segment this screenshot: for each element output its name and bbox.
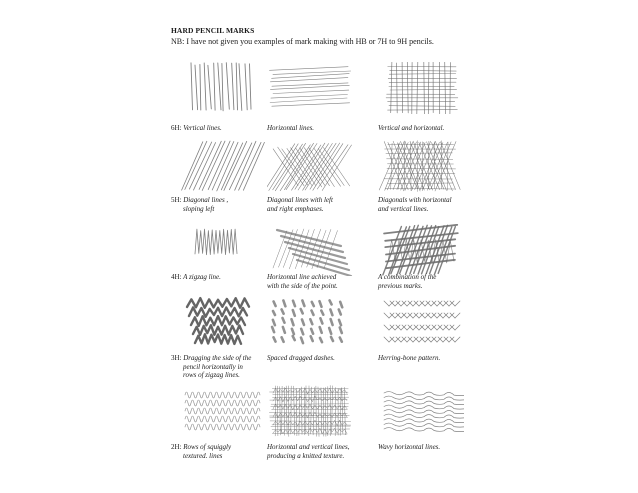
pencil-grade-label: 2H: <box>171 443 182 451</box>
swatch-cell <box>267 385 377 437</box>
swatch-caption <box>171 196 279 213</box>
caption-line: rows of zigzag lines. <box>183 371 240 379</box>
swatch-caption <box>378 196 486 213</box>
caption-line: Spaced dragged dashes. <box>267 354 335 362</box>
wavy-lines-swatch <box>378 385 464 437</box>
caption-line: Horizontal and vertical lines, <box>267 443 350 451</box>
diagonal-grid-swatch <box>378 140 464 192</box>
caption-line: Herring-bone pattern. <box>378 354 441 362</box>
caption-line: Diagonal lines , <box>183 196 229 204</box>
caption-line: Diagonals with horizontal <box>378 196 452 204</box>
diagonal-left-right-swatch <box>267 140 353 192</box>
swatch-caption <box>378 273 486 290</box>
caption-line: textured. lines <box>183 451 223 460</box>
page-heading: HARD PENCIL MARKS <box>171 26 255 35</box>
caption-line: Horizontal line achieved <box>267 273 337 281</box>
pencil-grade-label: 5H: <box>171 196 182 204</box>
swatch-caption <box>378 354 486 363</box>
swatch-caption <box>267 124 375 133</box>
vertical-lines-swatch <box>179 62 265 114</box>
pencil-grade-label: 6H: <box>171 124 182 132</box>
zigzag-swatch <box>179 224 265 276</box>
caption-line: Vertical and horizontal. <box>378 124 445 132</box>
swatch-caption <box>171 124 279 133</box>
swatch-cell <box>267 224 377 276</box>
pencil-grade-label: 3H: <box>171 354 182 362</box>
caption-line: and vertical lines. <box>378 204 429 213</box>
side-point-swatch <box>267 224 353 276</box>
swatch-caption <box>171 443 279 460</box>
swatch-cell <box>378 62 488 114</box>
swatch-caption <box>171 273 279 282</box>
caption-line: Rows of squiggly <box>183 443 232 451</box>
combination-swatch <box>378 224 464 276</box>
caption-line: Dragging the side of the <box>183 354 252 362</box>
caption-line: A zigzag line. <box>183 273 221 281</box>
swatch-cell <box>378 224 488 276</box>
swatch-caption <box>267 196 375 213</box>
diagonal-left-swatch <box>179 140 265 192</box>
caption-line: pencil horizontally in <box>183 362 243 371</box>
knitted-texture-swatch <box>267 385 353 437</box>
squiggly-rows-swatch <box>179 385 265 437</box>
caption-line: with the side of the point. <box>267 281 338 290</box>
swatch-caption <box>267 443 375 460</box>
swatch-caption <box>267 354 375 363</box>
caption-line: Horizontal lines. <box>267 124 315 132</box>
vertical-horizontal-swatch <box>378 62 464 114</box>
herring-bone-swatch <box>378 295 464 347</box>
caption-line: and right emphases. <box>267 204 324 213</box>
swatch-cell <box>267 62 377 114</box>
swatch-cell <box>378 295 488 347</box>
swatch-caption <box>378 124 486 133</box>
swatch-caption <box>378 443 486 452</box>
caption-line: previous marks. <box>378 281 423 290</box>
swatch-cell <box>267 295 377 347</box>
swatch-caption <box>267 273 375 290</box>
caption-line: Vertical lines. <box>183 124 222 132</box>
swatch-cell <box>267 140 377 192</box>
swatch-cell <box>378 140 488 192</box>
caption-line: producing a knitted texture. <box>267 451 345 460</box>
caption-line: A combination of the <box>378 273 437 281</box>
caption-line: Diagonal lines with left <box>267 196 333 204</box>
horizontal-lines-swatch <box>267 62 353 114</box>
page-note: NB: I have not given you examples of mark making with HB or 7H to 9H pencils. <box>171 37 434 46</box>
caption-line: sloping left <box>183 204 215 213</box>
pencil-grade-label: 4H: <box>171 273 182 281</box>
swatch-cell <box>378 385 488 437</box>
caption-line: Wavy horizontal lines. <box>378 443 441 451</box>
dragged-dashes-swatch <box>267 295 353 347</box>
swatch-caption <box>171 354 279 380</box>
zigzag-rows-swatch <box>179 295 265 347</box>
